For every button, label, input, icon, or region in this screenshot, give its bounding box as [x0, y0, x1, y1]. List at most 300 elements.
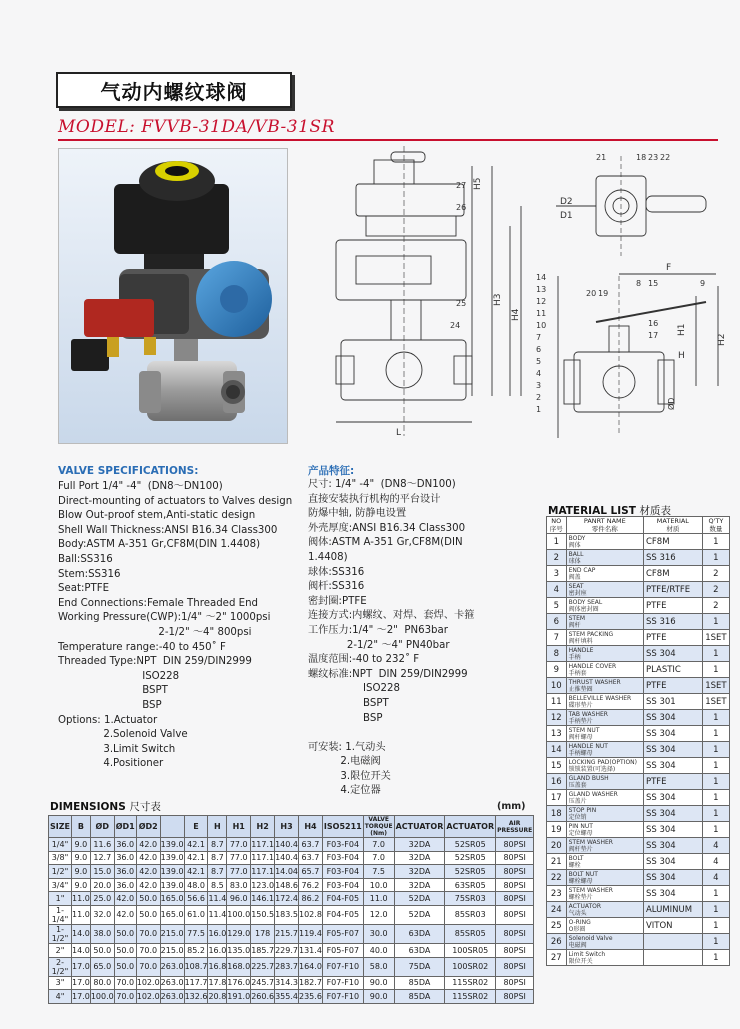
spec-line: 3.限位开关 — [308, 770, 391, 782]
dim-l-label: L — [396, 428, 402, 438]
material-cell: 1 — [702, 758, 729, 774]
spec-line: 可安装: 1.气动头 — [308, 741, 386, 753]
material-row — [547, 582, 730, 598]
dimension-cell: 20.0 — [90, 878, 114, 892]
spec-line: 螺纹标准:NPT DIN 259/DIN2999 — [308, 668, 468, 680]
material-cell: ALUMINUM — [643, 902, 702, 918]
dimension-cell: 90.0 — [363, 990, 394, 1004]
dimension-cell: 131.4 — [299, 943, 323, 957]
dimension-cell: 77.5 — [184, 924, 208, 943]
material-cell: 27 — [547, 950, 567, 966]
dimension-header-cell: ØD1 — [114, 816, 136, 838]
dimensions-title — [50, 799, 161, 814]
callout-23: 23 — [648, 153, 659, 162]
dimension-cell: 263.0 — [160, 957, 184, 976]
material-cell: 4 — [702, 870, 729, 886]
dimension-cell: 115SR02 — [445, 990, 496, 1004]
spec-line: Stem:SS316 — [58, 568, 121, 580]
dimension-cell: 7.0 — [363, 838, 394, 852]
dimension-cell: 50.0 — [114, 943, 136, 957]
material-cell: PTFE — [643, 598, 702, 614]
dimension-row — [49, 865, 534, 879]
dimension-cell: 182.7 — [299, 976, 323, 990]
material-cell — [643, 950, 702, 966]
dimension-cell: 11.4 — [208, 892, 227, 906]
material-cell: SS 304 — [643, 726, 702, 742]
dimension-cell: 52SR05 — [445, 851, 496, 865]
dimension-header-cell: ISO5211 — [322, 816, 363, 838]
dimension-cell: 129.0 — [227, 924, 251, 943]
dimension-cell: 100.0 — [90, 990, 114, 1004]
material-cell: STEM NUT 阀杆螺母 — [566, 726, 643, 742]
dim-h1-label: H1 — [677, 323, 687, 336]
dimension-header-cell: ØD — [90, 816, 114, 838]
material-row — [547, 950, 730, 966]
dimension-cell: 185.7 — [251, 943, 275, 957]
dimension-cell: 183.5 — [275, 905, 299, 924]
material-cell: 4 — [702, 854, 729, 870]
dimensions-table — [48, 815, 534, 1004]
dimension-header-cell: H1 — [227, 816, 251, 838]
dimension-cell: 80PSI — [496, 865, 534, 879]
dimension-cell: 86.2 — [299, 892, 323, 906]
dimension-cell: 16.8 — [208, 957, 227, 976]
material-cell: 2 — [702, 566, 729, 582]
dimension-header-cell: B — [72, 816, 91, 838]
material-cell: STEM PACKING 阀杆填料 — [566, 630, 643, 646]
spec-line: 2-1/2" ～4" PN40bar — [308, 639, 450, 651]
spec-line: Seat:PTFE — [58, 583, 110, 595]
dimension-row — [49, 905, 534, 924]
dimension-cell: 263.0 — [160, 990, 184, 1004]
spec-line: BSP — [308, 712, 383, 724]
material-cell: 1 — [702, 918, 729, 934]
dimension-cell: 80PSI — [496, 990, 534, 1004]
dimension-header-cell: H2 — [251, 816, 275, 838]
material-row — [547, 886, 730, 902]
callout-3: 3 — [536, 381, 542, 390]
dimension-cell: 85.2 — [184, 943, 208, 957]
dimension-cell: 260.6 — [251, 990, 275, 1004]
material-cell: SS 304 — [643, 758, 702, 774]
dimension-cell: 9.0 — [72, 878, 91, 892]
material-row — [547, 726, 730, 742]
material-cell: CF8M — [643, 566, 702, 582]
material-cell: GLAND BUSH 压盖套 — [566, 774, 643, 790]
material-row — [547, 742, 730, 758]
callout-26: 26 — [456, 203, 467, 212]
dimension-cell: 85SR03 — [445, 905, 496, 924]
dimension-cell: 355.4 — [275, 990, 299, 1004]
spec-line: 4.Positioner — [58, 758, 164, 770]
material-cell: SS 304 — [643, 838, 702, 854]
callout-12: 12 — [536, 297, 547, 306]
technical-drawings — [296, 146, 728, 446]
callout-1: 1 — [536, 405, 542, 414]
callout-11: 11 — [536, 309, 547, 318]
dimension-cell: 164.0 — [299, 957, 323, 976]
material-cell: SS 316 — [643, 550, 702, 566]
material-row — [547, 662, 730, 678]
dimension-cell: 42.1 — [184, 851, 208, 865]
material-cell: 7 — [547, 630, 567, 646]
manual-valve-section-drawing — [558, 274, 718, 438]
material-row — [547, 902, 730, 918]
spec-line: End Connections:Female Threaded End — [58, 597, 259, 609]
spec-line: Threaded Type:NPT DIN 259/DIN2999 — [58, 656, 252, 668]
material-cell — [643, 934, 702, 950]
dimension-cell: F07-F10 — [322, 976, 363, 990]
material-cell: 1 — [702, 550, 729, 566]
spec-line: Ball:SS316 — [58, 553, 113, 565]
dimension-cell: 4" — [49, 990, 72, 1004]
dimension-cell: 32DA — [394, 851, 445, 865]
dimension-cell: 77.0 — [227, 865, 251, 879]
dimension-cell: 263.0 — [160, 976, 184, 990]
top-view-drawing — [556, 156, 706, 256]
dimension-cell: 3/4" — [49, 878, 72, 892]
dimension-cell: 50.0 — [136, 905, 160, 924]
dimension-cell: 42.0 — [114, 892, 136, 906]
spec-line: 密封圈:PTFE — [308, 595, 367, 607]
dimension-cell: 7.5 — [363, 865, 394, 879]
spec-line: Shell Wall Thickness:ANSI B16.34 Class300 — [58, 524, 278, 536]
dimension-cell: 235.6 — [299, 990, 323, 1004]
spec-line: Full Port 1/4" -4" (DN8～DN100) — [58, 481, 223, 492]
dimension-header-cell: AIR PRESSURE — [496, 816, 534, 838]
dimensions-unit: (mm) — [497, 801, 526, 812]
dimension-cell: 83.0 — [227, 878, 251, 892]
material-cell: SS 304 — [643, 742, 702, 758]
material-cell: 1 — [702, 790, 729, 806]
spec-line: 外壳厚度:ANSI B16.34 Class300 — [308, 522, 466, 534]
material-cell: 1 — [702, 646, 729, 662]
callout-17: 17 — [648, 331, 659, 340]
material-cell: PIN NUT 定位螺母 — [566, 822, 643, 838]
dimension-cell: 168.0 — [227, 957, 251, 976]
dimension-row — [49, 878, 534, 892]
spec-line: 3.Limit Switch — [58, 743, 176, 755]
material-cell: 1 — [702, 934, 729, 950]
dimension-cell: F03-F04 — [322, 878, 363, 892]
material-cell: LOCKING PAD(OPTION) 锁锁装置(可选择) — [566, 758, 643, 774]
dimension-header-cell: E — [184, 816, 208, 838]
dim-d1-label: D1 — [560, 211, 573, 221]
dimension-cell: 63DA — [394, 924, 445, 943]
material-cell: SS 304 — [643, 710, 702, 726]
spec-line: Body:ASTM A-351 Gr,CF8M(DIN 1.4408) — [58, 539, 261, 551]
spec-line: 直接安装执行机构的平台设计 — [308, 493, 441, 505]
spec-line: 防爆中轴, 防静电设置 — [308, 508, 407, 520]
material-cell: O-RING O形圈 — [566, 918, 643, 934]
dimension-cell: 117.1 — [251, 865, 275, 879]
dim-h5-label: H5 — [473, 177, 483, 190]
dimension-cell: 165.0 — [160, 892, 184, 906]
dimension-cell: F04-F05 — [322, 905, 363, 924]
material-cell: 11 — [547, 694, 567, 710]
spec-line: 球体:SS316 — [308, 566, 365, 578]
material-row — [547, 630, 730, 646]
material-cell: SS 304 — [643, 870, 702, 886]
material-cell: 22 — [547, 870, 567, 886]
material-cell: 20 — [547, 838, 567, 854]
material-cell: 1 — [702, 742, 729, 758]
dimension-cell: 148.6 — [275, 878, 299, 892]
callout-24: 24 — [450, 321, 461, 330]
dimension-cell: 32DA — [394, 865, 445, 879]
dimension-cell: 139.0 — [160, 865, 184, 879]
dimension-cell: 80PSI — [496, 878, 534, 892]
dimension-header-cell: H — [208, 816, 227, 838]
material-cell: 1 — [702, 534, 729, 550]
dim-h2-label: H2 — [717, 333, 727, 346]
material-row — [547, 710, 730, 726]
dimension-cell: 7.0 — [363, 851, 394, 865]
dimension-cell: 42.0 — [136, 851, 160, 865]
dimension-header-cell: VALVE TORQUE (Nm) — [364, 816, 393, 837]
dim-d2-label: D2 — [560, 197, 573, 207]
dimension-row — [49, 892, 534, 906]
dimension-cell: 20.8 — [208, 990, 227, 1004]
material-cell: 1SET — [702, 630, 729, 646]
dimension-cell: 102.0 — [136, 976, 160, 990]
dimension-cell: 9.0 — [72, 865, 91, 879]
material-cell: BALL 球体 — [566, 550, 643, 566]
dimension-cell: 8.7 — [208, 838, 227, 852]
dimension-cell: 100.0 — [227, 905, 251, 924]
spec-line: 2-1/2" ～4" 800psi — [58, 626, 252, 638]
material-cell: 1SET — [702, 678, 729, 694]
dimension-cell: 70.0 — [136, 957, 160, 976]
material-row — [547, 694, 730, 710]
material-cell: SS 301 — [643, 694, 702, 710]
dimension-row — [49, 943, 534, 957]
dimension-cell: 61.0 — [184, 905, 208, 924]
material-cell: 23 — [547, 886, 567, 902]
spec-line: 尺寸: 1/4" -4" (DN8～DN100) — [308, 479, 456, 490]
material-cell: 2 — [702, 598, 729, 614]
dimension-cell: 117.7 — [184, 976, 208, 990]
dim-od-label: ØD — [667, 397, 676, 410]
dimension-cell: 12.0 — [363, 905, 394, 924]
dimension-cell: 70.0 — [114, 976, 136, 990]
callout-4: 4 — [536, 369, 542, 378]
dimension-cell: 146.1 — [251, 892, 275, 906]
actuated-valve-section-drawing — [336, 146, 521, 436]
material-cell: PTFE — [643, 678, 702, 694]
dimension-cell: F05-F07 — [322, 924, 363, 943]
dimension-cell: 245.7 — [251, 976, 275, 990]
spec-line: 工作压力:1/4" ～2" PN63bar — [308, 624, 448, 636]
dimension-cell: 75SR03 — [445, 892, 496, 906]
dimension-cell: 215.7 — [275, 924, 299, 943]
dimension-cell: 76.2 — [299, 878, 323, 892]
dimension-cell: 96.0 — [227, 892, 251, 906]
dimension-cell: 165.0 — [160, 905, 184, 924]
dimension-cell: 52DA — [394, 892, 445, 906]
dim-h4-label: H4 — [511, 308, 521, 321]
material-cell: 1 — [702, 662, 729, 678]
dimension-row — [49, 957, 534, 976]
material-cell: 8 — [547, 646, 567, 662]
material-cell: GLAND WASHER 压盖片 — [566, 790, 643, 806]
dimension-cell: 178 — [251, 924, 275, 943]
dimension-cell: 11.0 — [72, 892, 91, 906]
material-cell: 3 — [547, 566, 567, 582]
callout-19: 19 — [598, 289, 609, 298]
material-table — [546, 516, 730, 966]
dimension-cell: 48.0 — [184, 878, 208, 892]
material-cell: BOLT NUT 螺栓螺母 — [566, 870, 643, 886]
specs-cn-heading: 产品特征: — [308, 465, 355, 477]
material-cell: HANDLE 手柄 — [566, 646, 643, 662]
dimension-row — [49, 924, 534, 943]
material-cell: SS 304 — [643, 886, 702, 902]
material-cell: SS 304 — [643, 854, 702, 870]
actuated-ball-valve-illustration — [59, 149, 287, 443]
callout-10: 10 — [536, 321, 547, 330]
dimension-cell: 36.0 — [114, 878, 136, 892]
material-cell: END CAP 阀盖 — [566, 566, 643, 582]
callout-16: 16 — [648, 319, 659, 328]
material-row — [547, 758, 730, 774]
dimension-cell: 15.0 — [90, 865, 114, 879]
dimension-cell: 283.7 — [275, 957, 299, 976]
dimension-cell: 42.0 — [114, 905, 136, 924]
dimension-row — [49, 990, 534, 1004]
dimension-cell: 52SR05 — [445, 865, 496, 879]
dimension-row — [49, 976, 534, 990]
specs-cn-list — [308, 478, 474, 799]
model-number: MODEL: FVVB-31DA/VB-31SR — [58, 117, 335, 137]
callout-9: 9 — [700, 279, 706, 288]
dimension-cell: 119.4 — [299, 924, 323, 943]
material-header-cell: NO 序号 — [547, 517, 567, 534]
dimension-cell: 314.3 — [275, 976, 299, 990]
material-cell: 13 — [547, 726, 567, 742]
material-cell: 9 — [547, 662, 567, 678]
material-cell: 16 — [547, 774, 567, 790]
dimension-cell: 40.0 — [363, 943, 394, 957]
spec-line: Direct-mounting of actuators to Valves design — [58, 495, 293, 507]
dimensions-title-cn: 尺寸表 — [129, 801, 161, 813]
dimension-cell: 85DA — [394, 976, 445, 990]
dimension-cell: 2" — [49, 943, 72, 957]
dimension-cell: 32DA — [394, 878, 445, 892]
dimension-cell: 17.8 — [208, 976, 227, 990]
material-row — [547, 854, 730, 870]
material-cell: 1 — [702, 822, 729, 838]
material-cell: 4 — [702, 838, 729, 854]
dimension-cell: F04-F05 — [322, 892, 363, 906]
dimension-cell: 63SR05 — [445, 878, 496, 892]
material-cell: BODY 阀体 — [566, 534, 643, 550]
material-header-cell: MATERIAL 材质 — [643, 517, 702, 534]
material-cell: 1SET — [702, 694, 729, 710]
dimension-cell: 140.4 — [275, 838, 299, 852]
material-cell: STOP PIN 定位销 — [566, 806, 643, 822]
dimension-header-cell: H4 — [299, 816, 323, 838]
material-cell: STEM WASHER 螺栓垫片 — [566, 886, 643, 902]
dimension-cell: 75DA — [394, 957, 445, 976]
dimension-cell: 65.0 — [90, 957, 114, 976]
material-cell: 24 — [547, 902, 567, 918]
material-cell: 1 — [702, 726, 729, 742]
callout-7: 7 — [536, 333, 542, 342]
dimension-cell: 1-1/2" — [49, 924, 72, 943]
material-cell: HANDLE NUT 手柄螺母 — [566, 742, 643, 758]
spec-line: 阀体:ASTM A-351 Gr,CF8M(DIN — [308, 537, 463, 549]
material-row — [547, 534, 730, 550]
dimension-cell: 225.7 — [251, 957, 275, 976]
dimension-cell: 139.0 — [160, 838, 184, 852]
dimension-cell: 42.0 — [136, 878, 160, 892]
dimension-cell: 80PSI — [496, 957, 534, 976]
material-cell: 2 — [547, 550, 567, 566]
material-row — [547, 614, 730, 630]
spec-line: 1.4408) — [308, 551, 348, 563]
material-cell: 1 — [702, 886, 729, 902]
dimension-cell: 117.1 — [251, 851, 275, 865]
material-cell: 1 — [702, 950, 729, 966]
dimension-cell: 36.0 — [114, 838, 136, 852]
dimension-cell: 102.8 — [299, 905, 323, 924]
dimension-cell: 77.0 — [227, 851, 251, 865]
dimension-cell: 8.7 — [208, 865, 227, 879]
dimension-cell: 10.0 — [363, 878, 394, 892]
material-cell: 18 — [547, 806, 567, 822]
dimension-cell: 17.0 — [72, 990, 91, 1004]
material-row — [547, 806, 730, 822]
dimension-cell: 50.0 — [114, 957, 136, 976]
material-cell: 1 — [702, 902, 729, 918]
spec-line: BSP — [58, 699, 162, 711]
material-title-en: MATERIAL LIST — [548, 505, 636, 517]
dimension-cell: 17.0 — [72, 976, 91, 990]
callout-14: 14 — [536, 273, 547, 282]
dimension-cell: 30.0 — [363, 924, 394, 943]
callout-2: 2 — [536, 393, 542, 402]
dimension-cell: 42.1 — [184, 865, 208, 879]
dimension-cell: 42.1 — [184, 838, 208, 852]
dimension-cell: F05-F07 — [322, 943, 363, 957]
dimension-cell: 11.0 — [72, 905, 91, 924]
dimension-cell: 80PSI — [496, 892, 534, 906]
dimension-cell: 25.0 — [90, 892, 114, 906]
dimension-cell: 65.7 — [299, 865, 323, 879]
dimension-cell: 139.0 — [160, 878, 184, 892]
dimension-cell: 1-1/4" — [49, 905, 72, 924]
callout-25: 25 — [456, 299, 467, 308]
material-cell: STEM WASHER 阀杆垫片 — [566, 838, 643, 854]
material-cell: SEAT 密封座 — [566, 582, 643, 598]
spec-line: BSPT — [308, 697, 389, 709]
dimension-cell: 63.7 — [299, 838, 323, 852]
dimension-cell: 56.6 — [184, 892, 208, 906]
dimension-cell: 70.0 — [136, 924, 160, 943]
material-cell: 25 — [547, 918, 567, 934]
dim-f-label: F — [666, 263, 672, 273]
dimension-cell: 8.5 — [208, 878, 227, 892]
callout-18: 18 — [636, 153, 647, 162]
material-cell: PTFE — [643, 774, 702, 790]
material-header-cell: Q'TY 数量 — [702, 517, 729, 534]
material-row — [547, 822, 730, 838]
title-box — [56, 72, 292, 108]
dimension-cell: 14.0 — [72, 924, 91, 943]
material-cell: 26 — [547, 934, 567, 950]
dimension-cell: 11.0 — [363, 892, 394, 906]
